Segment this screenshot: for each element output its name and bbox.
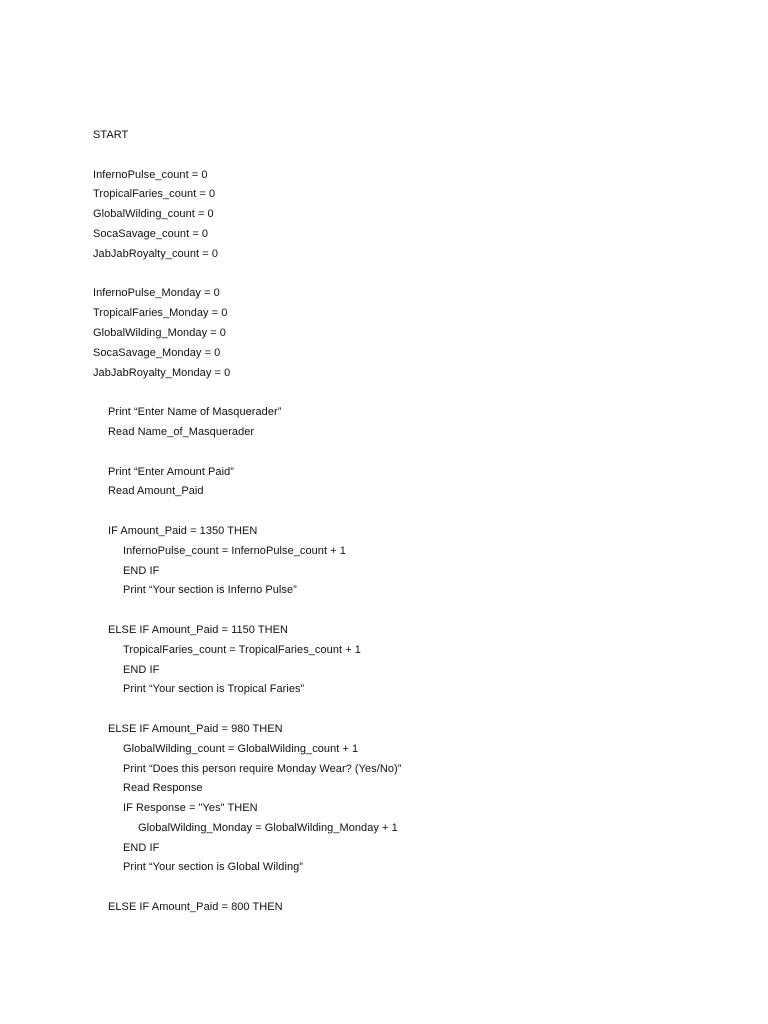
blank-line	[93, 146, 733, 166]
blank-line	[93, 443, 733, 463]
code-line: TropicalFaries_count = TropicalFaries_count + 1	[123, 643, 361, 656]
code-line: IF Amount_Paid = 1350 THEN	[108, 524, 258, 537]
code-line: Print “Enter Amount Paid”	[108, 465, 234, 478]
blank-line	[93, 383, 733, 403]
code-line: ELSE IF Amount_Paid = 800 THEN	[108, 901, 283, 914]
code-line: END IF	[123, 841, 160, 854]
code-line: Print “Does this person require Monday Wear? (Yes/No)”	[123, 762, 402, 775]
code-line: JabJabRoyalty_count = 0	[93, 247, 218, 260]
blank-line	[93, 265, 733, 285]
code-line: InfernoPulse_count = InfernoPulse_count + 1	[123, 544, 346, 557]
pseudocode-document	[93, 126, 733, 918]
code-line: END IF	[123, 564, 160, 577]
blank-line	[93, 601, 733, 621]
blank-line	[93, 878, 733, 898]
code-line: JabJabRoyalty_Monday = 0	[93, 366, 231, 379]
code-line: IF Response = "Yes" THEN	[123, 802, 258, 815]
code-line: TropicalFaries_Monday = 0	[93, 307, 228, 320]
code-line: Print “Your section is Tropical Faries”	[123, 683, 305, 696]
code-line: ELSE IF Amount_Paid = 980 THEN	[108, 722, 283, 735]
code-line: Print “Your section is Global Wilding”	[123, 861, 304, 874]
code-line: Read Response	[123, 782, 203, 795]
code-line: END IF	[123, 663, 160, 676]
blank-line	[93, 700, 733, 720]
code-line: GlobalWilding_Monday = 0	[93, 326, 226, 339]
code-line: Read Amount_Paid	[108, 485, 204, 498]
code-line: SocaSavage_count = 0	[93, 227, 209, 240]
code-line: GlobalWilding_Monday = GlobalWilding_Monday + 1	[138, 821, 398, 834]
code-line: START	[93, 129, 129, 141]
code-line: GlobalWilding_count = GlobalWilding_count + 1	[123, 742, 359, 755]
code-line: TropicalFaries_count = 0	[93, 188, 216, 201]
code-line: InfernoPulse_Monday = 0	[93, 287, 220, 300]
code-line: Print “Enter Name of Masquerader”	[108, 406, 282, 419]
code-line: Print “Your section is Inferno Pulse”	[123, 584, 297, 597]
code-line: ELSE IF Amount_Paid = 1150 THEN	[108, 623, 288, 636]
code-line: Read Name_of_Masquerader	[108, 425, 255, 438]
code-line: GlobalWilding_count = 0	[93, 208, 214, 221]
blank-line	[93, 502, 733, 522]
code-line: InfernoPulse_count = 0	[93, 168, 208, 181]
code-line: SocaSavage_Monday = 0	[93, 346, 221, 359]
